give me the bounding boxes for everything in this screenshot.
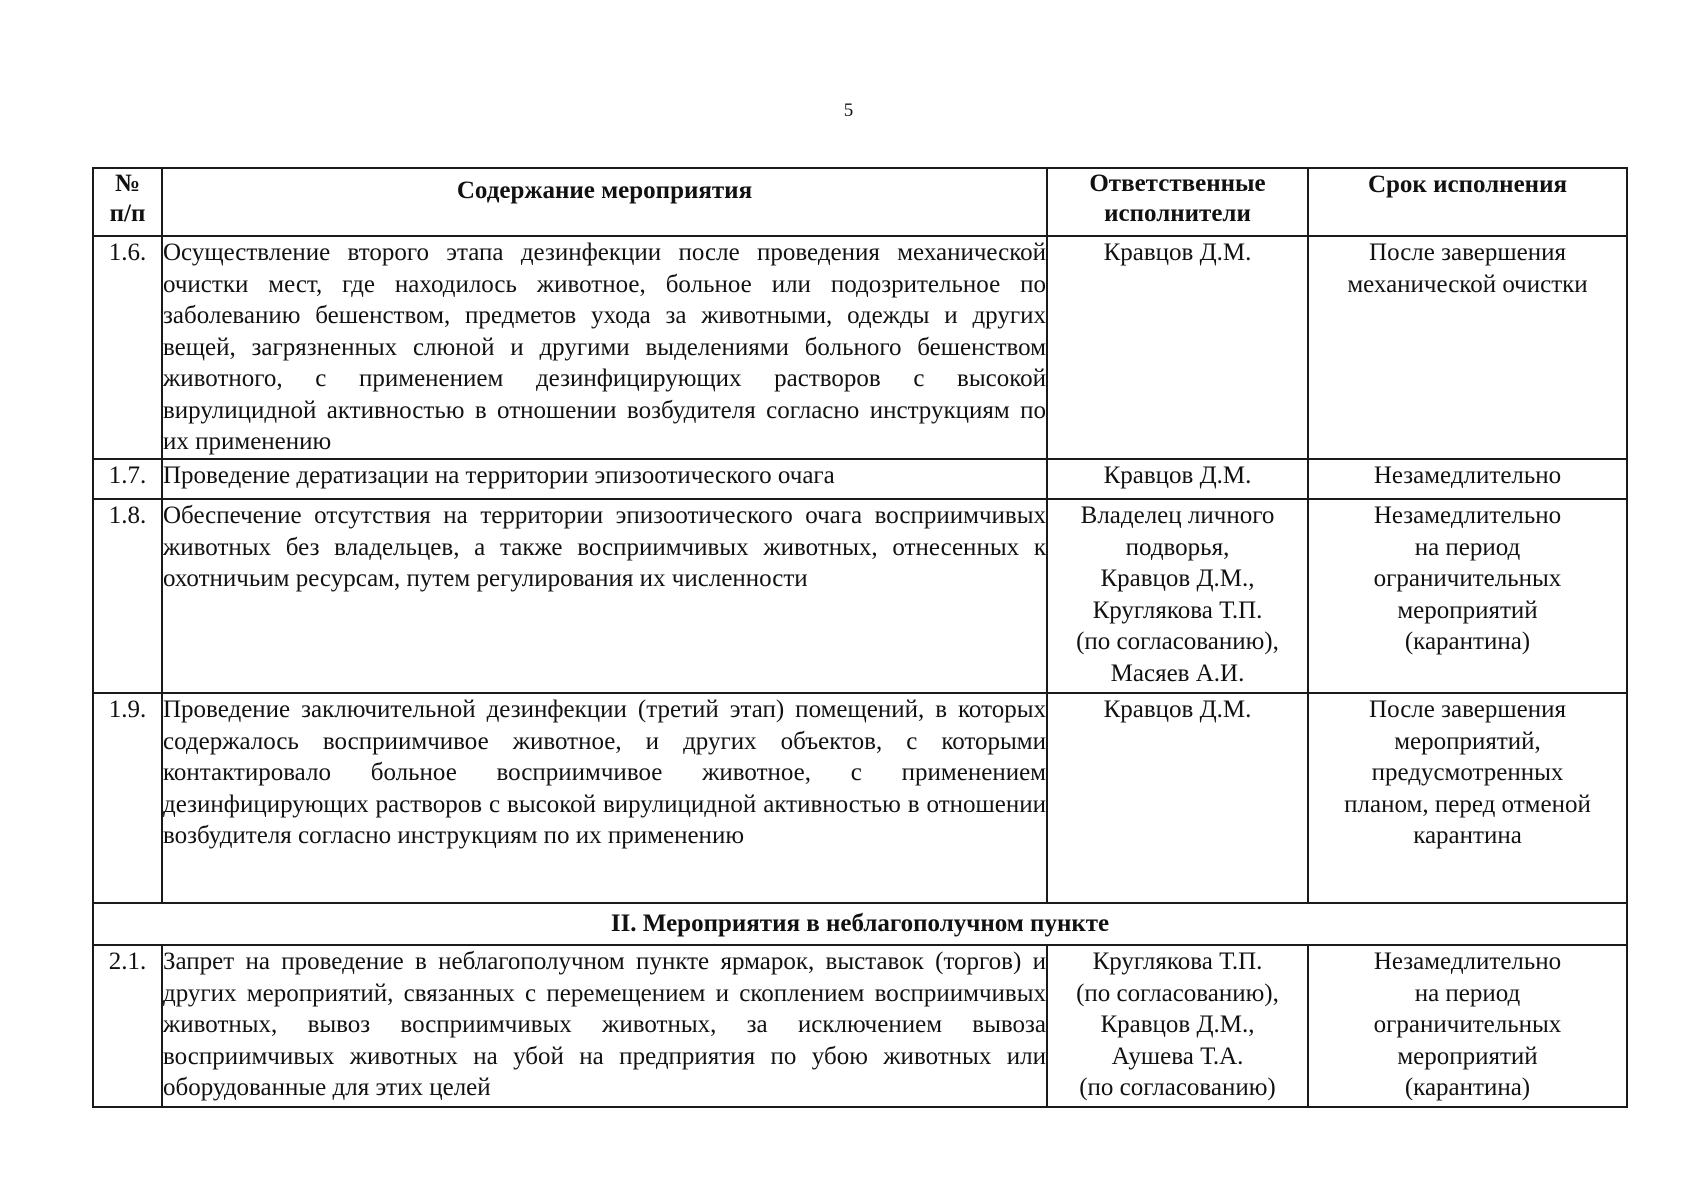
measures-table xyxy=(92,167,1628,1108)
responsible-line: Круглякова Т.П. xyxy=(1092,596,1263,624)
term-line: (карантина) xyxy=(1404,1074,1531,1101)
term-line: механической очистки xyxy=(1347,270,1588,298)
term-line: планом, перед отменой xyxy=(1344,790,1591,818)
header-number xyxy=(93,168,162,236)
term-line: предусмотренных xyxy=(1371,759,1564,786)
row-number: 1.6. xyxy=(93,236,162,459)
term-line: Незамедлительно xyxy=(1373,502,1562,529)
responsible-line: (по согласованию), xyxy=(1076,628,1279,655)
row-content: Осуществление второго этапа дезинфекции после проведения механической очистки мест, где находилось животное, больное или подозрительное по заболеванию бешенством, предметов ухода за животными, одежды и других вещей, загрязненных слюной и другими выделениями больного бешенством животного, с применением дезинфицирующих растворов с высокой вирулицидной активностью в отношении возбудителя согласно инструкциям по их применению xyxy=(162,236,1047,459)
row-responsible xyxy=(1047,459,1308,499)
row-content: Запрет на проведение в неблагополучном пункте ярмарок, выставок (торгов) и других мероприятий, связанных с перемещением и скоплением восприимчивых животных, вывоз восприимчивых животных, за исключением вывоза восприимчивых животных на убой на предприятия по убою животных или оборудованные для этих целей xyxy=(162,945,1047,1107)
responsible-line: Кравцов Д.М. xyxy=(1103,239,1252,266)
responsible-line: Кравцов Д.М., xyxy=(1100,565,1255,592)
header-number-abbr: п/п xyxy=(109,200,146,227)
responsible-line: (по согласованию), xyxy=(1076,979,1279,1007)
table-row xyxy=(93,236,1627,459)
header-content: Содержание мероприятия xyxy=(162,168,1047,236)
row-term xyxy=(1308,693,1627,903)
term-line: Незамедлительно xyxy=(1373,462,1562,489)
responsible-line: Кравцов Д.М., xyxy=(1100,1011,1255,1038)
row-term xyxy=(1308,459,1627,499)
term-line: на период xyxy=(1414,533,1521,561)
table-row xyxy=(93,945,1627,1107)
responsible-line: Круглякова Т.П. xyxy=(1092,948,1263,975)
term-line: ограничительных xyxy=(1373,1011,1562,1038)
row-number: 2.1. xyxy=(93,945,162,1107)
responsible-line: Кравцов Д.М. xyxy=(1103,462,1252,489)
table-row xyxy=(93,459,1627,499)
table-row xyxy=(93,499,1627,693)
section-title: II. Мероприятия в неблагополучном пункте xyxy=(93,903,1627,945)
row-number: 1.7. xyxy=(93,459,162,499)
header-responsible-line1: Ответственные xyxy=(1089,170,1266,197)
row-term xyxy=(1308,499,1627,693)
term-line: на период xyxy=(1414,979,1521,1007)
row-number: 1.9. xyxy=(93,693,162,903)
header-term: Срок исполнения xyxy=(1308,168,1627,236)
row-term xyxy=(1308,945,1627,1107)
section-row xyxy=(93,903,1627,945)
row-content: Обеспечение отсутствия на территории эпизоотического очага восприимчивых животных без владельцев, а также восприимчивых животных, отнесенных к охотничьим ресурсам, путем регулирования их численности xyxy=(162,499,1047,693)
row-responsible xyxy=(1047,693,1308,903)
term-line: Незамедлительно xyxy=(1373,948,1562,975)
row-number: 1.8. xyxy=(93,499,162,693)
header-number-symbol: № xyxy=(114,170,141,197)
term-line: мероприятий xyxy=(1397,596,1538,624)
row-term xyxy=(1308,236,1627,459)
term-line: После завершения xyxy=(1369,696,1566,723)
row-responsible xyxy=(1047,236,1308,459)
table-header-row xyxy=(93,168,1627,236)
term-line: (карантина) xyxy=(1404,628,1531,655)
row-content: Проведение дератизации на территории эпизоотического очага xyxy=(162,459,1047,499)
term-line: После завершения xyxy=(1369,239,1566,266)
page-number: 5 xyxy=(843,100,854,121)
term-line: ограничительных xyxy=(1373,565,1562,592)
responsible-line: Владелец личного xyxy=(1080,502,1275,529)
responsible-line: Аушева Т.А. xyxy=(1111,1042,1244,1070)
term-line: карантина xyxy=(1413,822,1522,849)
responsible-line: Масяев А.И. xyxy=(1110,659,1245,687)
term-line: мероприятий, xyxy=(1394,727,1541,755)
term-line: мероприятий xyxy=(1397,1042,1538,1070)
responsible-line: подворья, xyxy=(1125,533,1230,561)
table-row xyxy=(93,693,1627,903)
header-responsible-line2: исполнители xyxy=(1104,200,1251,227)
responsible-line: Кравцов Д.М. xyxy=(1103,696,1252,723)
row-content: Проведение заключительной дезинфекции (третий этап) помещений, в которых содержалось восприимчивое животное, и других объектов, с которыми контактировало больное восприимчивое животное, с применением дезинфицирующих растворов с высокой вирулицидной активностью в отношении возбудителя согласно инструкциям по их применению xyxy=(162,693,1047,903)
header-responsible xyxy=(1047,168,1308,236)
responsible-line: (по согласованию) xyxy=(1079,1074,1276,1101)
row-responsible xyxy=(1047,499,1308,693)
row-responsible xyxy=(1047,945,1308,1107)
